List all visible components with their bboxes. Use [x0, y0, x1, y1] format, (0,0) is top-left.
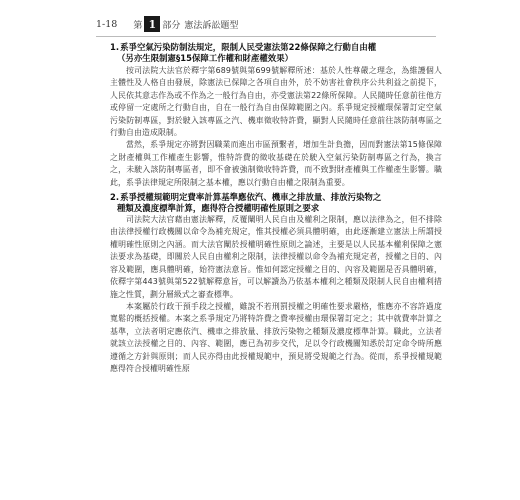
body-paragraph: 本案屬於行政干預手段之授權，雖說不若刑罰授權之明確性要求嚴格，惟應亦不容許過度寬鬆的概括授權。本案之系爭規定乃將特許費之費率授權由環保署訂定之；其中就費率計算之基準，立法者明定應依汽、機車之排放量、排放污染物之種類及濃度標準計算。職此，立法者就該立法授權之目的、內容、範圍，應已為初步交代，足以令行政機關知悉於訂定命令時所應遵循之方針與原則；而人民亦得由此授權規範中，預見將受規範之行為。從而，系爭授權規範應得符合授權明確性原 [110, 301, 442, 373]
section-heading [110, 192, 442, 214]
body-paragraph: 當然，系爭規定亦將對因職業而進出市區預繫者，增加生計負擔，因而對憲法第15條保障之財產權與工作權產生影響，惟特許費的徵收基礎在於駛入空氣污染防制專區之行為，換言之，未駛入該防制專區者，即不會被強制徵收特許費，而不致對財產權與工作權產生影響。職此，系爭法律規定所限制之基本權，應以行動自由權之限制為重要。 [110, 140, 442, 187]
page-body [110, 42, 442, 375]
part-number-badge: 1 [144, 16, 160, 32]
header-divider [96, 36, 436, 37]
body-paragraph: 司法院大法官藉由憲法解釋，反覆闡明人民自由及權利之限制，應以法律為之，但不排除由法律授權行政機關以命令為補充規定，惟其授權必須具體明確，由此逐漸建立憲法上所謂授權明確性原則之內涵。而大法官闡於授權明確性原則之論述，主要是以人民基本權利保障之憲法要求為基礎，即關於人民自由權利之限制，法律授權以命令為補充規定者，授權之目的、內容及範圍，應具體明確，始符憲法意旨。惟如何認定授權之目的、內容及範圍是否具體明確，依釋字第443號與第522號解釋意旨，可以解讀為乃依基本權利之種類及限制人民自由權利措施之性質，劃分層級式之審查標準。 [110, 215, 442, 299]
body-paragraph: 按司法院大法官於釋字第689號與第699號解釋所述：基於人性尊嚴之理念，為維護個人主體性及人格自由發展，除憲法已保障之各項自由外，於不妨害社會秩序公共利益之前提下，人民依其意志作為或不作為之一般行為自由，亦受憲法第22條所保障。人民隨時任意前往他方或停留一定處所之行動自由，自在一般行為自由保障範圍之內。系爭規定授權環保署訂定空氣污染防制專區，對於駛入該專區之汽、機車徵收特許費，顯對人民隨時任意前往該防制專區之行動自由造成限制。 [110, 66, 442, 138]
page-number: 1-18 [96, 18, 118, 30]
section-number: 2. [110, 192, 120, 203]
section-1 [110, 42, 442, 189]
part-label [133, 16, 238, 32]
section-heading-line1: 系爭授權規範明定費率計算基準應依汽、機車之排放量、排放污染物之 [120, 192, 382, 203]
section-heading-line2: （另亦生限制憲§15保障工作權和財產權效果） [117, 53, 294, 63]
section-heading-line1: 系爭空氣污染防制法規定，限制人民受憲法第22條保障之行動自由權 [120, 42, 377, 52]
part-prefix: 第 [133, 20, 143, 31]
part-suffix: 部分 [162, 20, 181, 31]
section-number: 1. [110, 42, 120, 52]
running-header [96, 16, 238, 32]
part-title: 憲法訴訟題型 [184, 20, 239, 31]
section-2 [110, 192, 442, 375]
section-heading-line2: 種類及濃度標準計算，應得符合授權明確性原則之要求 [117, 203, 320, 214]
section-heading [110, 42, 442, 64]
